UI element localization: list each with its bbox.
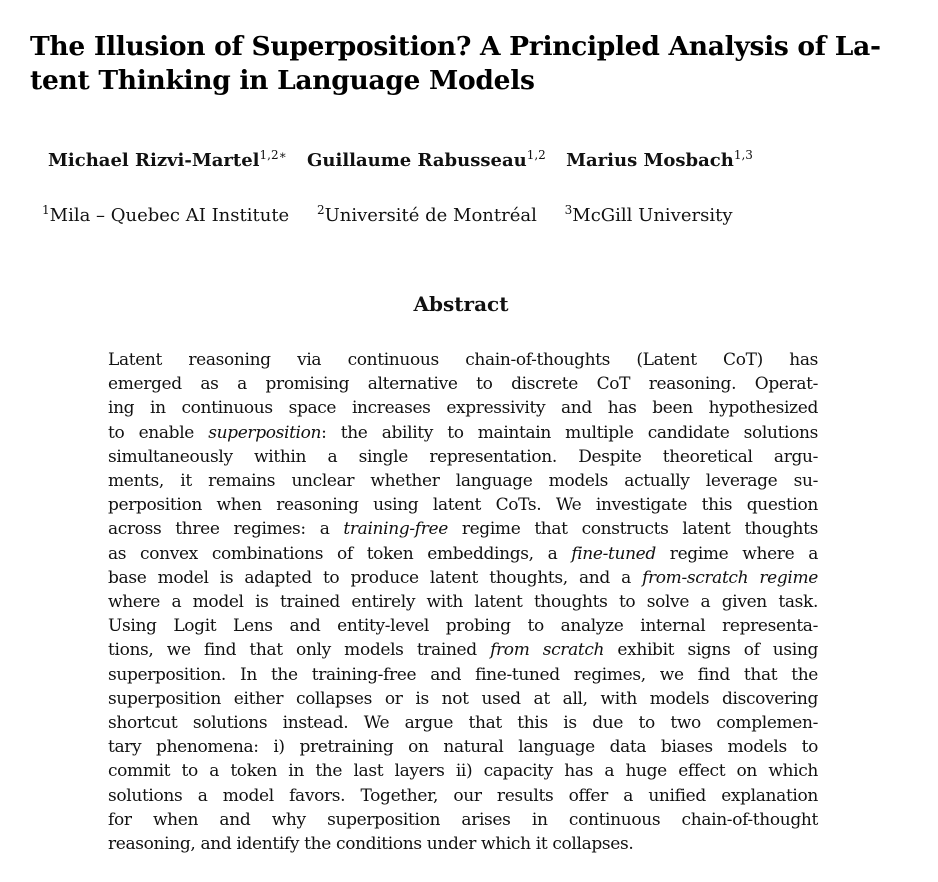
abstract-line (108, 372, 818, 396)
abstract-italic-term: fine-tuned (571, 543, 656, 564)
abstract-line (108, 638, 818, 662)
abstract-text: exhibit signs of using (604, 640, 819, 661)
abstract-text: shortcut solutions instead. We argue that this is due to two complemen- (108, 713, 818, 734)
abstract-text: emerged as a promising alternative to discrete CoT reasoning. Operat- (108, 374, 818, 395)
abstract-line (108, 493, 818, 517)
abstract-italic-term: from-scratch regime (642, 567, 818, 588)
author-name: Michael Rizvi-Martel (48, 150, 260, 171)
abstract-text: reasoning, and identify the conditions under which it collapses. (108, 834, 634, 855)
abstract-text: ments, it remains unclear whether language models actually leverage su- (108, 471, 818, 492)
abstract-italic-term: superposition (208, 422, 322, 443)
abstract-line (108, 590, 818, 614)
affiliation-name: McGill University (572, 205, 733, 226)
abstract-line (108, 663, 818, 687)
author-name: Marius Mosbach (566, 150, 734, 171)
abstract-heading: Abstract (413, 292, 509, 316)
abstract-text: solutions a model favors. Together, our results offer a unified explanation (108, 785, 818, 806)
affiliation (564, 202, 733, 226)
abstract-text: base model is adapted to produce latent thoughts, and a (108, 567, 643, 588)
abstract-text: simultaneously within a single representation. Despite theoretical argu- (108, 446, 818, 467)
author (307, 147, 546, 171)
abstract-line (108, 711, 818, 735)
affiliation (316, 202, 537, 226)
abstract-line (108, 614, 818, 638)
abstract-line (108, 566, 818, 590)
abstract-line (108, 396, 818, 420)
title-line: The Illusion of Superposition? A Principled Analysis of La- (30, 31, 881, 62)
abstract-text: for when and why superposition arises in continuous chain-of-thought (108, 809, 818, 830)
abstract-text: superposition. In the training-free and fine-tuned regimes, we find that the (108, 664, 818, 685)
author-affiliation-mark: 1,3 (733, 147, 753, 162)
author (566, 147, 753, 171)
abstract-text: as convex combinations of token embeddings, a (108, 543, 572, 564)
abstract-text: to enable (108, 422, 209, 443)
author-list (48, 147, 767, 171)
abstract-line (108, 445, 818, 469)
abstract-text: commit to a token in the last layers ii) capacity has a huge effect on which (108, 761, 818, 782)
author-name: Guillaume Rabusseau (307, 150, 527, 171)
abstract-body (108, 348, 818, 856)
abstract-line (108, 735, 818, 759)
title-line: tent Thinking in Language Models (30, 65, 535, 96)
abstract-line (108, 469, 818, 493)
abstract-line (108, 348, 818, 372)
affiliation-name: Mila – Quebec AI Institute (49, 205, 290, 226)
abstract-text: Latent reasoning via continuous chain-of-thoughts (Latent CoT) has (108, 350, 818, 370)
abstract-text: Using Logit Lens and entity-level probing to analyze internal representa- (108, 616, 818, 637)
abstract-text: regime that constructs latent thoughts (447, 519, 819, 540)
abstract-italic-term: training-free (343, 519, 448, 540)
author (48, 147, 287, 171)
affiliation-list (42, 202, 755, 226)
abstract-text: : the ability to maintain multiple candidate solutions (321, 422, 818, 443)
abstract-line (108, 542, 818, 566)
abstract-text: tary phenomena: i) pretraining on natural language data biases models to (108, 737, 818, 758)
abstract-line (108, 832, 818, 856)
abstract-line (108, 421, 818, 445)
author-affiliation-mark: 1,2∗ (259, 147, 287, 162)
abstract-line (108, 517, 818, 541)
abstract-line (108, 784, 818, 808)
abstract-text: ing in continuous space increases expressivity and has been hypothesized (108, 398, 818, 419)
abstract-line (108, 759, 818, 783)
abstract-text: across three regimes: a (108, 519, 344, 540)
abstract-text: perposition when reasoning using latent CoTs. We investigate this question (108, 495, 818, 516)
affiliation-number: 1 (42, 202, 50, 217)
abstract-text: tions, we find that only models trained (108, 640, 491, 661)
abstract-text: superposition either collapses or is not used at all, with models discovering (108, 688, 818, 709)
abstract-line (108, 808, 818, 832)
paper-title (30, 30, 910, 98)
author-affiliation-mark: 1,2 (526, 147, 546, 162)
abstract-text: regime where a (655, 543, 818, 564)
affiliation-name: Université de Montréal (324, 205, 537, 226)
affiliation-number: 2 (316, 202, 325, 217)
abstract-italic-term: from scratch (490, 640, 605, 661)
abstract-line (108, 687, 818, 711)
affiliation-number: 3 (564, 202, 573, 217)
affiliation (42, 202, 290, 226)
abstract-text: where a model is trained entirely with latent thoughts to solve a given task. (108, 592, 818, 613)
